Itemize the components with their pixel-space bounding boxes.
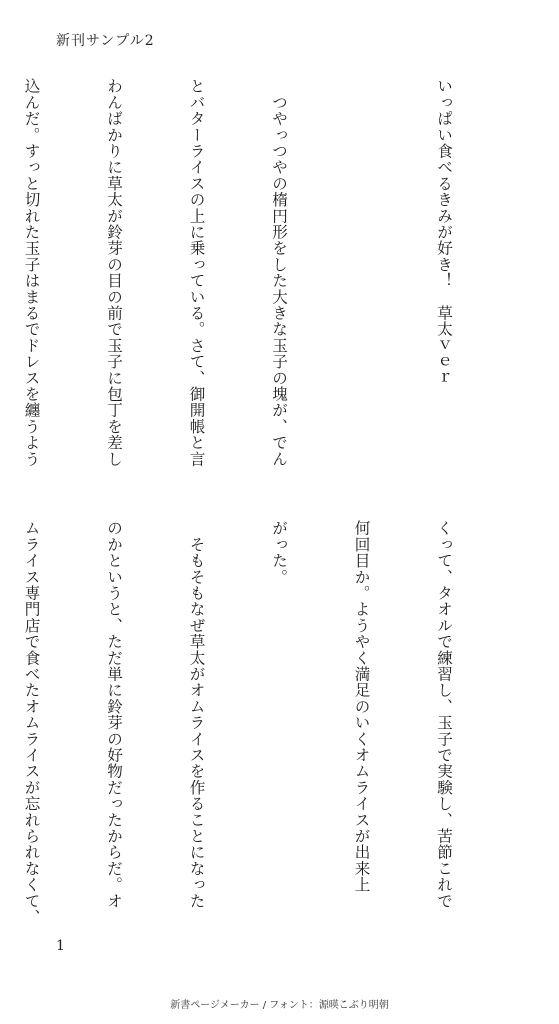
- text-line: わんばかりに草太が鈴芽の目の前で玉子に包丁を差し: [105, 78, 123, 467]
- text-line: とバターライスの上に乗っている。さて、御開帳と言: [187, 78, 206, 467]
- text-line: ムライス専門店で食べたオムライスが忘れられなくて、: [22, 520, 41, 925]
- footer-credit: 新書ページメーカー / フォント：源暎こぶり明朝: [170, 1000, 389, 1011]
- text-block-top: [0, 78, 512, 498]
- text-line: そもそもなぜ草太がオムライスを作ることになった: [187, 520, 206, 909]
- text-block-bottom: [0, 520, 512, 940]
- text-line: 込んだ。すっと切れた玉子はまるでドレスを纏うよう: [22, 78, 41, 467]
- text-line: のかというと、ただ単に鈴芽の好物だったからだ。オ: [105, 520, 123, 909]
- text-line: がった。: [270, 520, 288, 585]
- text-line: くって、タオルで練習し、玉子で実験し、苦節これで: [435, 520, 453, 909]
- text-line: 何回目か。ようやく満足のいくオムライスが出来上: [352, 520, 371, 893]
- text-line: [347, 78, 375, 498]
- text-line: つやっつやの楕円形をした大きな玉子の塊が、でん: [270, 78, 288, 467]
- book-title: 新刊サンプル2: [56, 33, 155, 49]
- page-number: 1: [56, 938, 65, 954]
- text-line: いっぱい食べるきみが好き！ 草太ｖｅｒ: [435, 78, 453, 386]
